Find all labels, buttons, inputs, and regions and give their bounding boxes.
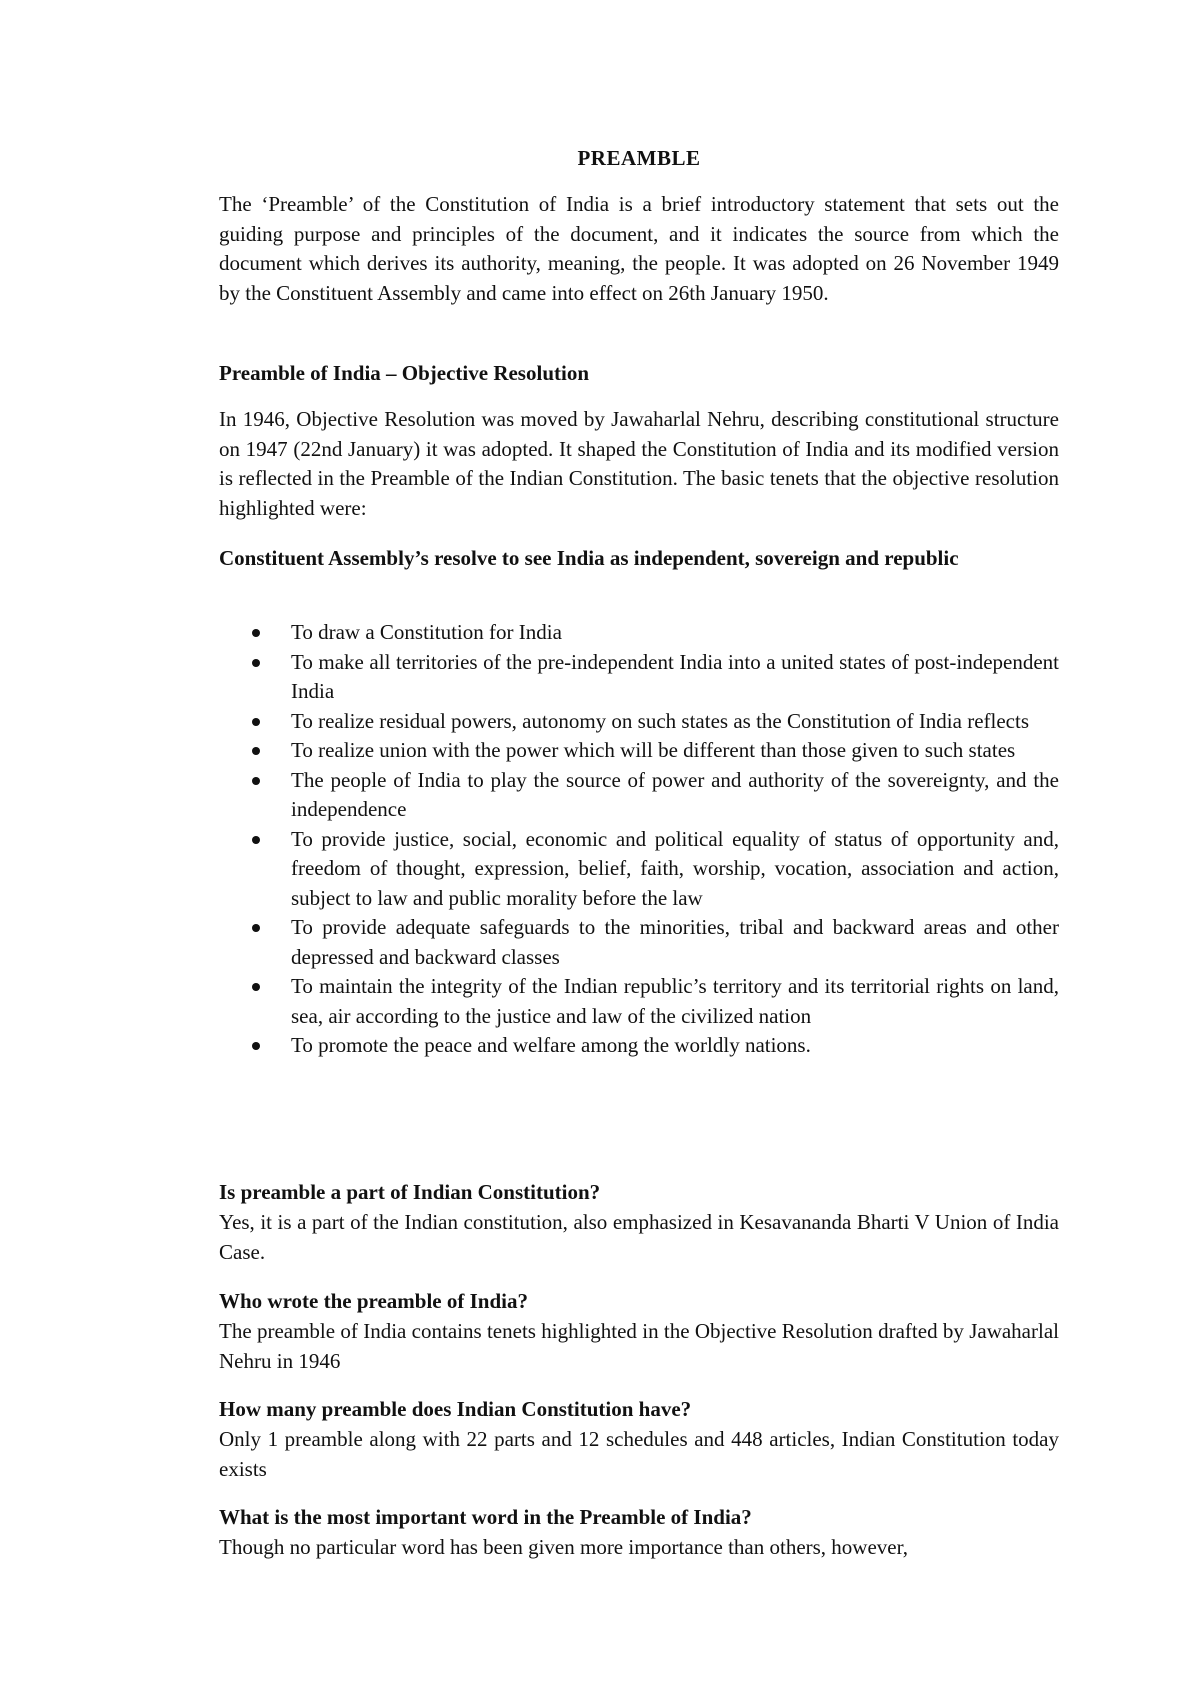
faq-answer: Yes, it is a part of the Indian constitution, also emphasized in Kesavananda Bharti V Union of India Case.	[219, 1210, 1059, 1264]
faq-question: Is preamble a part of Indian Constitution?	[219, 1180, 601, 1204]
faq-question: What is the most important word in the Preamble of India?	[219, 1505, 752, 1529]
list-item: To realize union with the power which will be different than those given to such states	[219, 736, 1059, 766]
intro-paragraph: The ‘Preamble’ of the Constitution of India is a brief introductory statement that sets out the guiding purpose and principles of the document, and it indicates the source from which the document which derives its authority, meaning, the people. It was adopted on 26 November 1949 by the Constituent Assembly and came into effect on 26th January 1950.	[219, 192, 1059, 305]
bullet-icon	[252, 1042, 260, 1050]
faq-answer: Only 1 preamble along with 22 parts and 12 schedules and 448 articles, Indian Constitution today exists	[219, 1427, 1059, 1481]
bullet-icon	[252, 777, 260, 785]
list-item: To make all territories of the pre-independent India into a united states of post-independent India	[219, 648, 1059, 707]
bullet-icon	[252, 983, 260, 991]
objective-resolution-paragraph: In 1946, Objective Resolution was moved by Jawaharlal Nehru, describing constitutional structure on 1947 (22nd January) it was adopted. It shaped the Constitution of India and its modified version is reflected in the Preamble of the Indian Constitution. The basic tenets that the objective resolution highlighted were:	[219, 407, 1059, 520]
bullet-icon	[252, 718, 260, 726]
faq-item-who-wrote	[219, 1286, 1059, 1376]
bullet-icon	[252, 836, 260, 844]
faq-answer: The preamble of India contains tenets highlighted in the Objective Resolution drafted by Jawaharlal Nehru in 1946	[219, 1319, 1059, 1373]
list-item: To realize residual powers, autonomy on such states as the Constitution of India reflects	[219, 707, 1059, 737]
bullet-icon	[252, 629, 260, 637]
list-item: To provide adequate safeguards to the minorities, tribal and backward areas and other depressed and backward classes	[219, 913, 1059, 972]
list-item: The people of India to play the source of power and authority of the sovereignty, and the independence	[219, 766, 1059, 825]
faq-item-how-many	[219, 1394, 1059, 1484]
faq-question: How many preamble does Indian Constitution have?	[219, 1397, 692, 1421]
bullet-icon	[252, 924, 260, 932]
faq-item-important-word	[219, 1502, 1059, 1562]
list-item: To promote the peace and welfare among the worldly nations.	[219, 1031, 1059, 1061]
section-heading-objective-resolution: Preamble of India – Objective Resolution	[219, 361, 590, 385]
list-item: To draw a Constitution for India	[219, 618, 1059, 648]
list-item: To provide justice, social, economic and political equality of status of opportunity and, freedom of thought, expression, belief, faith, worship, vocation, association and action, subject to law and public morality before the law	[219, 825, 1059, 914]
faq-item-part-of-constitution	[219, 1177, 1059, 1267]
list-item: To maintain the integrity of the Indian republic’s territory and its territorial rights on land, sea, air according to the justice and law of the civilized nation	[219, 972, 1059, 1031]
page-title: PREAMBLE	[577, 146, 701, 170]
bullet-icon	[252, 747, 260, 755]
faq-answer: Though no particular word has been given more importance than others, however,	[219, 1535, 909, 1559]
section-heading-constituent-assembly: Constituent Assembly’s resolve to see India as independent, sovereign and republic	[219, 546, 959, 570]
tenets-list	[219, 618, 1059, 1061]
bullet-icon	[252, 659, 260, 667]
faq-question: Who wrote the preamble of India?	[219, 1289, 528, 1313]
